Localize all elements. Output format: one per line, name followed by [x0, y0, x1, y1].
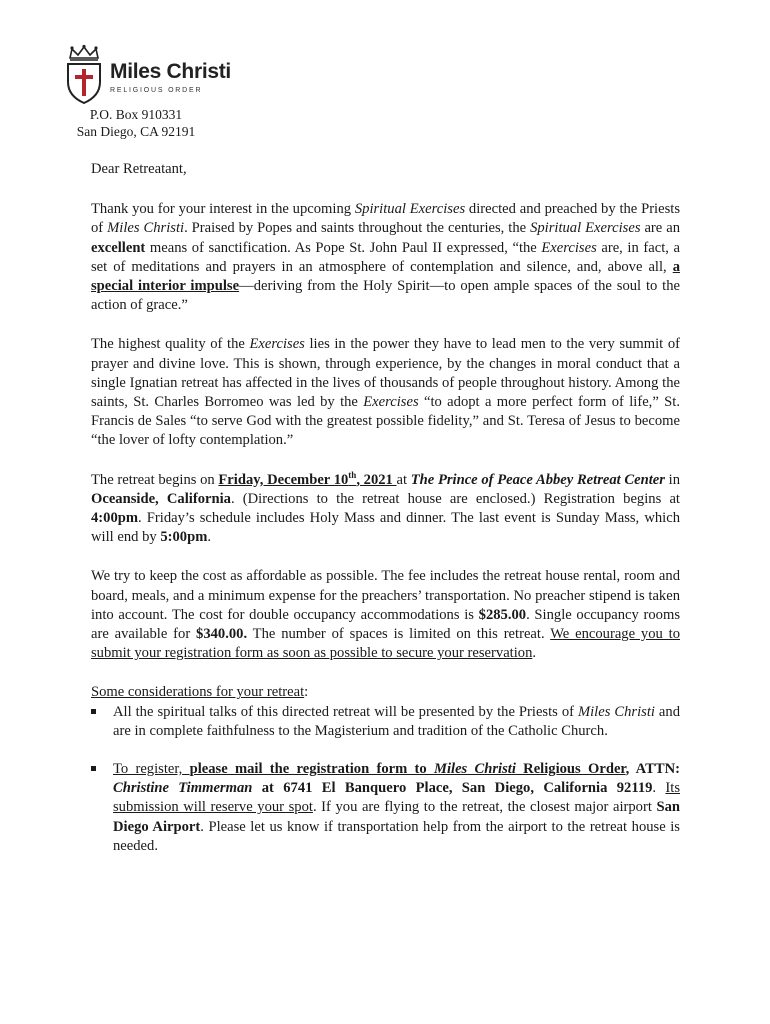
list-item [91, 703, 680, 741]
return-address [66, 106, 206, 140]
text-bold: , ATTN: [625, 761, 681, 778]
address-line-1: P.O. Box 910331 [89, 107, 183, 122]
text-italic: Exercises [363, 394, 419, 411]
text-superscript: th [348, 469, 357, 480]
contact-name: Christine Timmerman [113, 780, 253, 797]
text: means of sanctification. As Pope St. John Paul II expressed, “the [145, 239, 542, 256]
text: . Please let us know if transportation help from the airport to the retreat house is needed. [113, 818, 680, 854]
text: are an [640, 220, 681, 237]
text: lies in the power they have to lead men to the very summit of prayer and divine love. This is shown, through experience, by the changes in moral conduct that a single Ignatian retreat has affected in the lives of thousands of people throughout history. Among the saints, St. Charles Borromeo was led by the [91, 336, 680, 411]
text: We try to keep the cost as affordable as possible. The fee includes the retreat house rental, room and board, meals, and a minimum expense for the preachers’ transportation. No preacher stipend is taken into account. The cost for double occupancy accommodations is [91, 568, 680, 623]
text: All the spiritual talks of this directed retreat will be presented by the Priests of [113, 703, 578, 720]
mail-instruction [190, 761, 626, 777]
text-italic: Exercises [249, 336, 305, 353]
text-underline: Its submission will reserve your spot [113, 780, 681, 816]
end-time: 5:00pm [160, 529, 208, 546]
text: —deriving from the Holy Spirit—to open ample spaces of the soul to the action of grace.” [91, 278, 680, 314]
text-italic: Miles Christi [107, 220, 185, 237]
list-item [91, 760, 680, 856]
text: . [652, 780, 666, 797]
text-italic: Spiritual Exercises [354, 201, 466, 218]
text: The number of spaces is limited on this retreat. [247, 626, 551, 643]
bullet-icon [91, 709, 96, 714]
address-line-2: San Diego, CA 92191 [76, 124, 196, 139]
text-underline: We encourage you to submit your registration form as soon as possible to secure your reservation [91, 626, 680, 662]
airport-name: San Diego Airport [113, 799, 680, 835]
logo-name: Miles Christi [110, 60, 231, 83]
text: at [396, 471, 411, 488]
miles-christi-logo [62, 44, 242, 106]
bullet-icon [91, 766, 96, 771]
text-underline: Some considerations for your retreat [91, 684, 305, 701]
paragraph-intro [91, 200, 680, 315]
text: : [304, 684, 309, 701]
double-occupancy-price: $285.00 [478, 606, 527, 623]
retreat-date [218, 469, 397, 488]
text: in [664, 471, 680, 488]
text: directed and preached by the Priests of [91, 201, 680, 237]
text: The highest quality of the [91, 336, 250, 353]
text: . Praised by Popes and saints throughout the centuries, the [184, 220, 531, 237]
single-occupancy-price: $340.00. [196, 626, 248, 643]
text-bold: excellent [91, 239, 146, 256]
registration-time: 4:00pm [91, 510, 139, 527]
text: . [207, 529, 212, 546]
text: . [532, 645, 537, 662]
considerations-heading [91, 683, 680, 702]
text-italic: Spiritual Exercises [530, 220, 641, 237]
text: “to adopt a more perfect form of life,” St. Francis de Sales “to serve God with the greatest possible fidelity,” and St. Teresa of Jesus to become “the lover of lofty contemplation.” [91, 394, 680, 449]
text: Religious Order [515, 761, 626, 778]
retreat-venue: The Prince of Peace Abbey Retreat Center [410, 471, 665, 488]
text: are, in fact, a set of meditations and prayers in an atmosphere of contemplation and silence, and, above all, [91, 239, 680, 275]
text: . Single occupancy rooms are available for [91, 606, 680, 643]
text: Thank you for your interest in the upcoming [91, 201, 355, 218]
text: . If you are flying to the retreat, the closest major airport [312, 799, 657, 816]
paragraph-cost [91, 567, 680, 663]
text-italic: Miles Christi [577, 703, 655, 720]
text: . Friday’s schedule includes Holy Mass and dinner. The last event is Sunday Mass, which will end by [91, 510, 680, 546]
retreat-location: Oceanside, California [91, 490, 231, 507]
letter-body [91, 160, 680, 856]
text-italic: Miles Christi [433, 761, 516, 778]
paragraph-quality [91, 335, 680, 450]
text: please mail the registration form to [189, 761, 434, 778]
text-italic: Exercises [541, 239, 597, 256]
text: and are in complete faithfulness to the Magisterium and tradition of the Catholic Church. [113, 703, 680, 739]
text-underline: To register, [113, 761, 190, 778]
text: Friday, December 10 [218, 471, 349, 488]
text: . (Directions to the retreat house are enclosed.) Registration begins at [230, 490, 680, 507]
logo-subtitle: RELIGIOUS ORDER [110, 87, 203, 94]
text-bold-underline: a special interior impulse [91, 258, 680, 295]
considerations-list [91, 703, 680, 856]
paragraph-retreat-details [91, 471, 680, 548]
text: , 2021 [356, 471, 397, 488]
crest-icon [62, 44, 106, 106]
mailing-address: at 6741 El Banquero Place, San Diego, California 92119 [252, 780, 653, 797]
text: The retreat begins on [91, 471, 219, 488]
salutation: Dear Retreatant, [91, 161, 187, 177]
